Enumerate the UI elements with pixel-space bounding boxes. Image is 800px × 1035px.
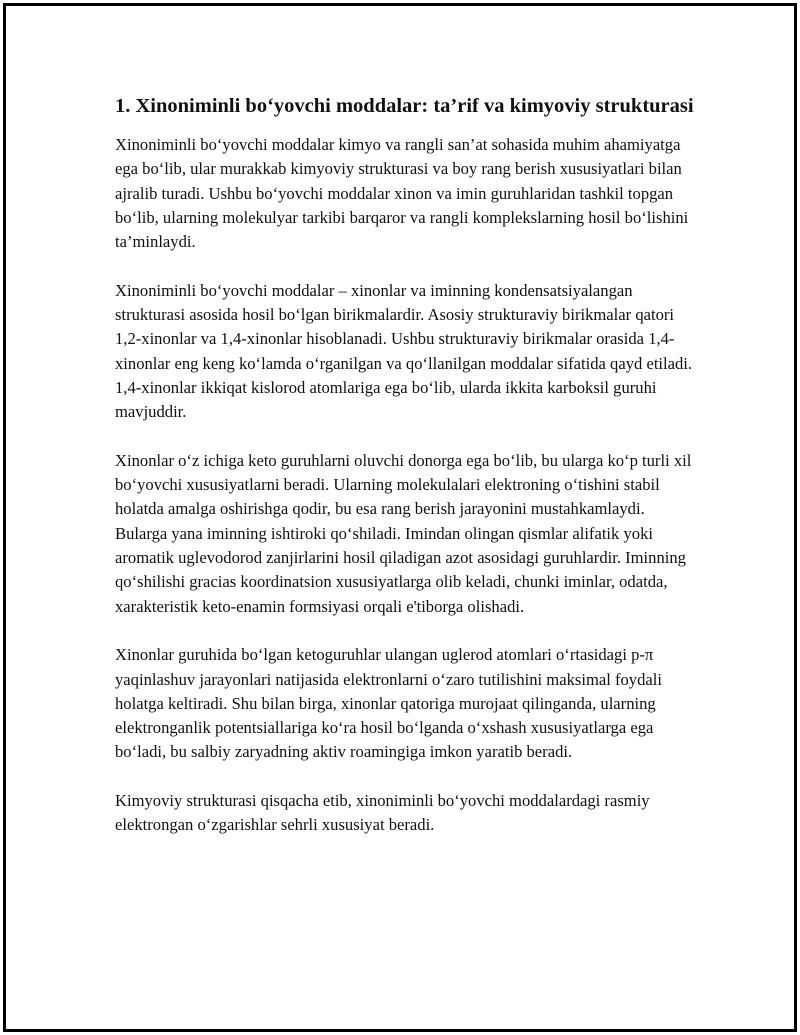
section-title: 1. Xinoniminli bo‘yovchi moddalar: ta’rif va kimyoviy strukturasi	[115, 95, 694, 117]
paragraph-1: Xinoniminli bo‘yovchi moddalar kimyo va rangli san’at sohasida muhim ahamiyatga ega bo‘lib, ular murakkab kimyoviy strukturasi va boy rang berish xususiyatlari bilan ajralib turadi. Ushbu bo‘yovchi moddalar xinon va imin guruhlaridan tashkil topgan bo‘lib, ularning molekulyar tarkibi barqaror va rangli komplekslarning hosil bo‘lishini ta’minlaydi.	[115, 135, 689, 252]
paragraph-5: Kimyoviy strukturasi qisqacha etib, xinoniminli bo‘yovchi moddalardagi rasmiy elektrongan o‘zgarishlar sehrli xususiyat beradi.	[115, 791, 650, 835]
paragraph-3: Xinonlar o‘z ichiga keto guruhlarni oluvchi donorga ega bo‘lib, bu ularga ko‘p turli xil bo‘yovchi xususiyatlarni beradi. Ularning molekulalari elektroning o‘tishini stabil holatda amalga oshirishga qodir, bu esa rang berish jarayonini mustahkamlaydi. Bularga yana iminning ishtiroki qo‘shiladi. Imindan olingan qismlar alifatik yoki aromatik uglevodorod zanjirlarini hosil qiladigan azot asosidagi guruhlardir. Iminning qo‘shilishi gracias koordinatsion xususiyatlarga olib keladi, chunki iminlar, odatda, xarakteristik keto-enamin formsiyasi orqali e'tiborga olishadi.	[115, 450, 692, 616]
paragraph-2: Xinoniminli bo‘yovchi moddalar – xinonlar va iminning kondensatsiyalangan strukturasi asosida hosil bo‘lgan birikmalardir. Asosiy strukturaviy birikmalar qatori 1,2-xinonlar va 1,4-xinonlar hisoblanadi. Ushbu strukturaviy birikmalar orasida 1,4-xinonlar eng keng ko‘lamda o‘rganilgan va qo‘llanilgan moddalar sifatida qayd etiladi. 1,4-xinonlar ikkiqat kislorod atomlariga ega bo‘lib, ularda ikkita karboksil guruhi mavjuddir.	[115, 280, 693, 422]
document-body	[115, 93, 695, 862]
paragraph-4: Xinonlar guruhida bo‘lgan ketoguruhlar ulangan uglerod atomlari o‘rtasidagi p-π yaqinlashuv jarayonlari natijasida elektronlarni o‘zaro tutilishini maksimal foydali holatga keltiradi. Shu bilan birga, xinonlar qatoriga murojaat qilinganda, ularning elektronganlik potentsiallariga ko‘ra hosil bo‘lganda o‘xshash xususiyatlarga ega bo‘ladi, bu salbiy zaryadning aktiv roamingiga imkon yaratib beradi.	[115, 645, 662, 762]
